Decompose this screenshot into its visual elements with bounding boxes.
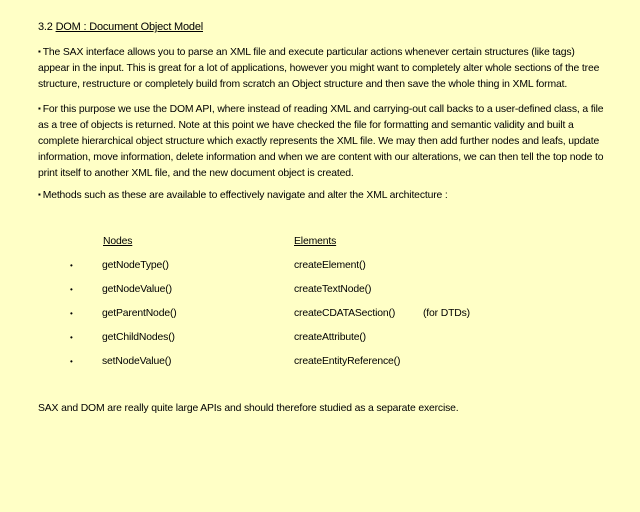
method-row: [0, 284, 640, 300]
bullet-icon: ▪: [38, 47, 41, 56]
element-method: createEntityReference(): [294, 356, 401, 367]
element-method: createElement(): [294, 260, 366, 271]
bullet-icon: •: [70, 357, 73, 366]
element-method: createCDATASection(): [294, 308, 396, 319]
bullet-icon: •: [70, 285, 73, 294]
node-method: getParentNode(): [102, 308, 177, 319]
method-row: [0, 260, 640, 276]
footer-note: SAX and DOM are really quite large APIs and should therefore studied as a separate exercise.: [38, 403, 459, 414]
nodes-column-header: Nodes: [103, 236, 133, 247]
bullet-icon: •: [70, 261, 73, 270]
paragraph-text: Methods such as these are available to effectively navigate and alter the XML architecture :: [42, 190, 448, 201]
paragraph-text: For this purpose we use the DOM API, where instead of reading XML and carrying-out call backs to a user-defined class, a file as a tree of objects is returned. Note at this point we have checked the file for formatting and semantic validity and built a complete hierarchical object structure which exactly represents the XML file. We may then add further nodes and leafs, update information, move information, delete information and when we are content with our alterations, we can then tell the top node to print itself to another XML file, and the new document object is created.: [38, 104, 604, 179]
section-title: DOM : Document Object Model: [55, 21, 203, 33]
method-row: [0, 308, 640, 324]
bullet-icon: ▪: [38, 190, 41, 199]
bullet-icon: •: [70, 333, 73, 342]
node-method: getNodeType(): [102, 260, 169, 271]
paragraph-dom: [38, 101, 608, 182]
node-method: setNodeValue(): [102, 356, 172, 367]
section-number: 3.2: [38, 21, 53, 33]
section-heading: [38, 21, 203, 33]
paragraph-text: The SAX interface allows you to parse an XML file and execute particular actions whenever certain structures (like tags) appear in the input. This is great for a lot of applications, however you might want to completely alter whole sections of the tree structure, restructure or completely build from scratch an Object structure and then save the whole thing in XML format.: [38, 47, 600, 90]
method-note: (for DTDs): [423, 308, 470, 319]
method-row: [0, 356, 640, 372]
elements-column-header: Elements: [294, 236, 337, 247]
method-row: [0, 332, 640, 348]
element-method: createTextNode(): [294, 284, 372, 295]
bullet-icon: •: [70, 309, 73, 318]
paragraph-methods: [38, 187, 608, 204]
paragraph-sax: [38, 44, 608, 93]
node-method: getChildNodes(): [102, 332, 175, 343]
bullet-icon: ▪: [38, 104, 41, 113]
node-method: getNodeValue(): [102, 284, 172, 295]
element-method: createAttribute(): [294, 332, 366, 343]
